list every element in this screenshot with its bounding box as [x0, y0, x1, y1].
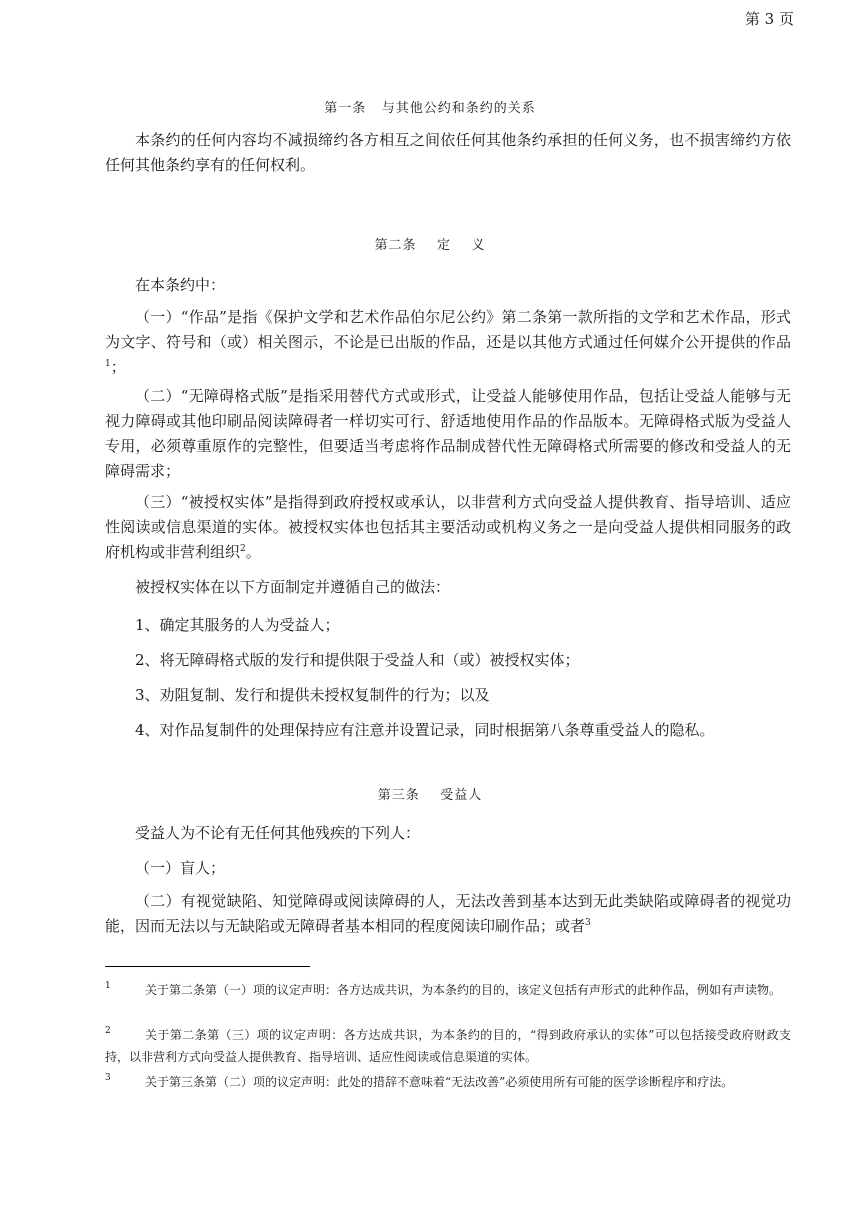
paragraph-text: 3、劝阻复制、发行和提供未授权复制件的行为；以及	[135, 686, 490, 704]
article-1-paragraph	[105, 128, 791, 178]
footnote-number: 2	[105, 1026, 111, 1036]
paragraph-tail: 。	[245, 543, 261, 561]
paragraph-text: 受益人为不论有无任何其他残疾的下列人：	[135, 824, 421, 842]
definition-accessible-format	[105, 384, 791, 484]
footnote-1	[105, 979, 791, 1001]
footnote-text: 关于第二条第（三）项的议定声明：各方达成共识，为本条约的目的，“得到政府承认的实体”可以包括接受政府财政支持，以非营利方式向受益人提供教育、指导培训、适应性阅读或信息渠道的实体。	[105, 1028, 791, 1064]
footnote-number: 3	[105, 1073, 111, 1083]
paragraph-text: 4、对作品复制件的处理保持应有注意并设置记录，同时根据第八条尊重受益人的隐私。	[135, 721, 715, 739]
definition-authorized-entity	[105, 490, 791, 565]
beneficiary-item-2	[105, 889, 791, 939]
page-number: 第 3 页	[744, 10, 794, 28]
footnote-ref-3[interactable]: 3	[585, 918, 591, 928]
footnote-number: 1	[105, 981, 111, 991]
practice-item-1	[105, 613, 791, 638]
beneficiary-item-1	[105, 856, 791, 881]
paragraph-text: 本条约的任何内容均不减损缔约各方相互之间依任何其他条约承担的任何义务，也不损害缔约方依任何其他条约享有的任何权利。	[105, 131, 791, 174]
paragraph-text: （三）“被授权实体”是指得到政府授权或承认，以非营利方式向受益人提供教育、指导培训、适应性阅读或信息渠道的实体。被授权实体也包括其主要活动或机构义务之一是向受益人提供相同服务的政府机构或非营利组织	[105, 493, 791, 561]
paragraph-text: （一）“作品”是指《保护文学和艺术作品伯尔尼公约》第二条第一款所指的文学和艺术作品，形式为文字、符号和（或）相关图示，不论是已出版的作品，还是以其他方式通过任何媒介公开提供的作品	[105, 308, 791, 351]
footnote-ref-1[interactable]: 1	[105, 359, 111, 369]
practice-item-4	[105, 718, 791, 743]
footnote-separator	[105, 966, 310, 967]
practice-item-2	[105, 648, 791, 673]
footnote-ref-2[interactable]: 2	[240, 544, 246, 554]
footnote-3	[105, 1071, 791, 1093]
authorized-entity-practices	[105, 575, 791, 600]
article-1-heading: 第一条 与其他公约和条约的关系	[324, 101, 536, 116]
paragraph-tail: ；	[110, 358, 126, 376]
article-2-heading: 第二条 定 义	[374, 238, 486, 253]
paragraph-text: 1、确定其服务的人为受益人；	[135, 616, 340, 634]
paragraph-text: （一）盲人；	[135, 859, 226, 877]
definition-work	[105, 305, 791, 380]
article-2-intro	[105, 273, 791, 298]
footnote-2	[105, 1024, 791, 1068]
paragraph-text: 被授权实体在以下方面制定并遵循自己的做法：	[135, 578, 451, 596]
article-3-heading: 第三条 受益人	[377, 788, 483, 803]
paragraph-text: （二）有视觉缺陷、知觉障碍或阅读障碍的人，无法改善到基本达到无此类缺陷或障碍者的视觉功能，因而无法以与无缺陷或无障碍者基本相同的程度阅读印刷作品；或者	[105, 892, 791, 935]
footnote-text: 关于第三条第（二）项的议定声明：此处的措辞不意味着“无法改善”必须使用所有可能的医学诊断程序和疗法。	[145, 1075, 734, 1089]
footnote-text: 关于第二条第（一）项的议定声明：各方达成共识，为本条约的目的，该定义包括有声形式的此种作品，例如有声读物。	[145, 983, 782, 997]
practice-item-3	[105, 683, 791, 708]
article-3-intro	[105, 821, 791, 846]
paragraph-text: （二）“无障碍格式版”是指采用替代方式或形式，让受益人能够使用作品，包括让受益人能够与无视力障碍或其他印刷品阅读障碍者一样切实可行、舒适地使用作品的作品版本。无障碍格式版为受益人专用，必须尊重原作的完整性，但要适当考虑将作品制成替代性无障碍格式所需要的修改和受益人的无障碍需求；	[105, 387, 791, 480]
paragraph-text: 在本条约中：	[135, 276, 226, 294]
paragraph-text: 2、将无障碍格式版的发行和提供限于受益人和（或）被授权实体；	[135, 651, 580, 669]
